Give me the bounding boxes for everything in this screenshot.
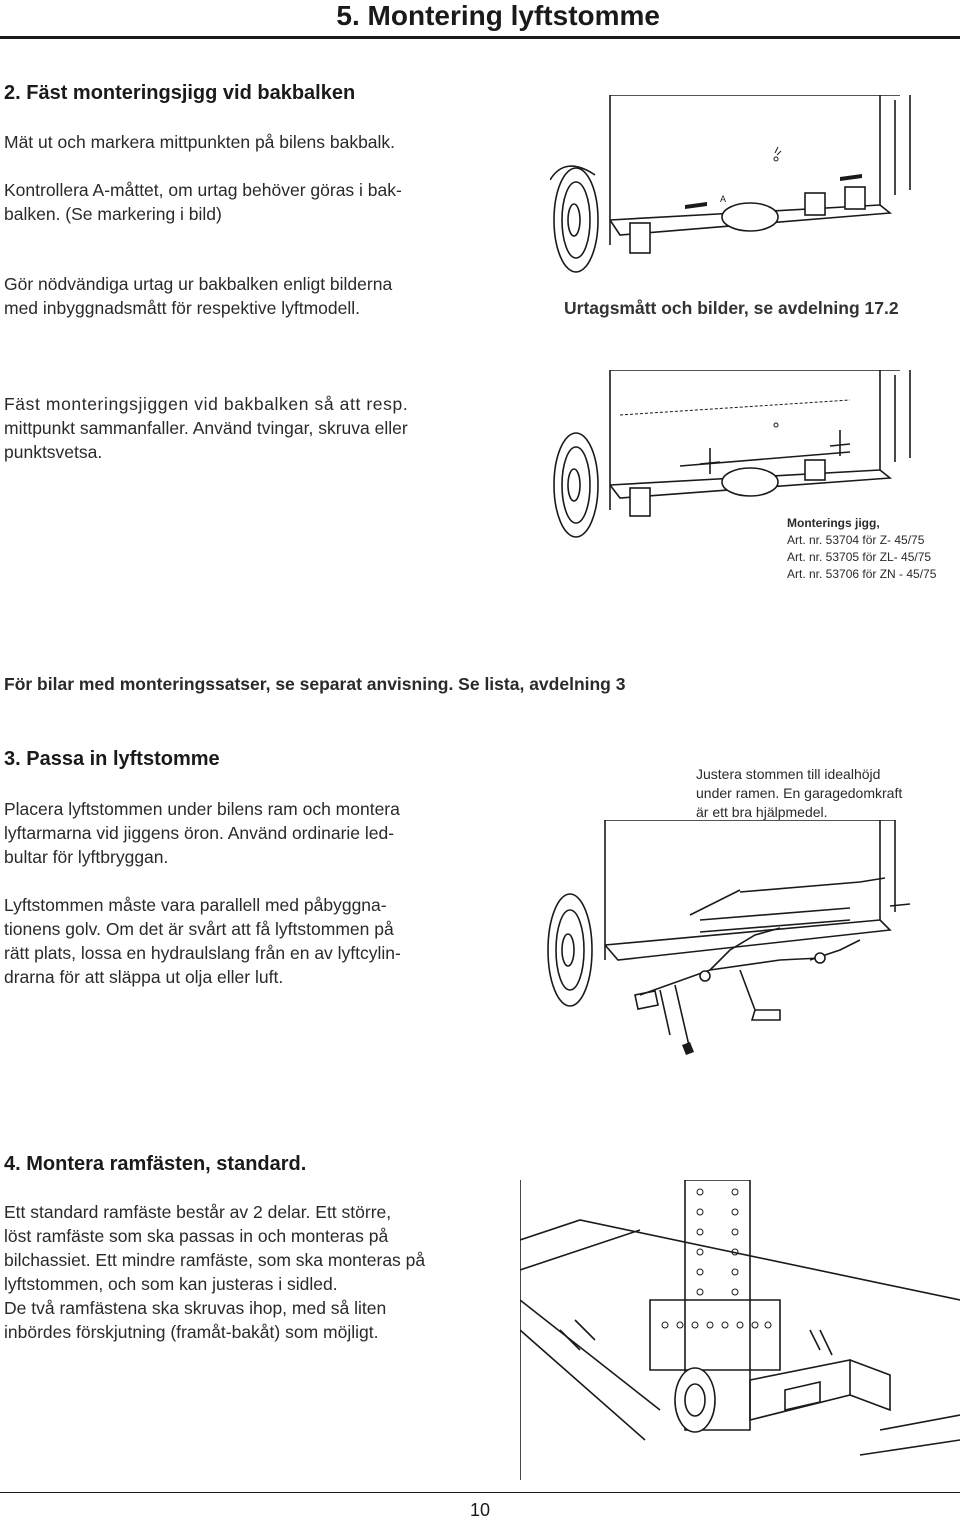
header-rule	[0, 36, 960, 39]
section-3-side-note-line-3: är ett bra hjälpmedel.	[696, 804, 828, 820]
mounting-jig-illustration	[550, 370, 960, 540]
section-2-paragraph-4-line-2: mittpunkt sammanfaller. Använd tvingar, skruva eller	[4, 418, 408, 438]
section-4-paragraph-line-4: lyftstommen, och som kan justeras i sidled.	[4, 1274, 338, 1294]
section-3-paragraph-2-line-1: Lyftstommen måste vara parallell med påbyggna-	[4, 895, 387, 915]
page-number: 10	[469, 1500, 491, 1520]
section-3-paragraph-2-line-4: drarna för att släppa ut olja eller luft.	[4, 967, 284, 987]
section-4-paragraph-line-5: De två ramfästena ska skruvas ihop, med så liten	[4, 1298, 387, 1318]
jig-title: Monterings jigg,	[787, 516, 880, 530]
frame-bracket-illustration	[520, 1180, 960, 1480]
section-2-paragraph-2-line-1: Kontrollera A-måttet, om urtag behöver göras i bak-	[4, 180, 402, 200]
jig-art-number-3: Art. nr. 53706 för ZN - 45/75	[787, 567, 937, 581]
rear-beam-cutout-illustration	[550, 95, 960, 275]
section-2-paragraph-2-line-2: balken. (Se markering i bild)	[4, 204, 222, 224]
lift-frame-fitting-illustration	[540, 820, 960, 1060]
section-2-heading: 2. Fäst monteringsjigg vid bakbalken	[4, 82, 356, 104]
mounting-kit-note: För bilar med monteringssatser, se separat anvisning. Se lista, avdelning 3	[4, 674, 626, 694]
section-4-paragraph-line-1: Ett standard ramfäste består av 2 delar. Ett större,	[4, 1202, 392, 1222]
jig-art-number-2: Art. nr. 53705 för ZL- 45/75	[787, 550, 932, 564]
section-4-paragraph-line-3: bilchassiet. Ett mindre ramfäste, som ska monteras på	[4, 1250, 426, 1270]
section-3-heading: 3. Passa in lyftstomme	[4, 748, 220, 770]
page-title: 5. Montering lyftstomme	[336, 0, 660, 31]
section-3-side-note-line-2: under ramen. En garagedomkraft	[696, 785, 903, 801]
urtag-reference-note: Urtagsmått och bilder, se avdelning 17.2	[564, 298, 899, 318]
section-2-paragraph-4-line-3: punktsvetsa.	[4, 442, 103, 462]
section-2-paragraph-3-line-2: med inbyggnadsmått för respektive lyftmodell.	[4, 298, 360, 318]
section-2-paragraph-1: Mät ut och markera mittpunkten på bilens bakbalk.	[4, 132, 396, 152]
section-3-side-note-line-1: Justera stommen till idealhöjd	[696, 766, 881, 782]
svg-text:A: A	[720, 194, 727, 204]
section-3-paragraph-1-line-3: bultar för lyftbryggan.	[4, 847, 169, 867]
section-2-paragraph-4-line-1: Fäst monteringsjiggen vid bakbalken så att resp.	[4, 394, 409, 414]
section-4-paragraph-line-6: inbördes förskjutning (framåt-bakåt) som möjligt.	[4, 1322, 379, 1342]
section-4-heading: 4. Montera ramfästen, standard.	[4, 1153, 307, 1175]
section-3-paragraph-2-line-2: tionens golv. Om det är svårt att få lyftstommen på	[4, 919, 394, 939]
footer-rule	[0, 1492, 960, 1493]
section-4-paragraph-line-2: löst ramfäste som ska passas in och monteras på	[4, 1226, 389, 1246]
section-3-paragraph-2-line-3: rätt plats, lossa en hydraulslang från en av lyftcylin-	[4, 943, 401, 963]
jig-art-number-1: Art. nr. 53704 för Z- 45/75	[787, 533, 925, 547]
section-3-paragraph-1-line-1: Placera lyftstommen under bilens ram och montera	[4, 799, 400, 819]
section-3-paragraph-1-line-2: lyftarmarna vid jiggens öron. Använd ordinarie led-	[4, 823, 395, 843]
section-2-paragraph-3-line-1: Gör nödvändiga urtag ur bakbalken enligt bilderna	[4, 274, 393, 294]
